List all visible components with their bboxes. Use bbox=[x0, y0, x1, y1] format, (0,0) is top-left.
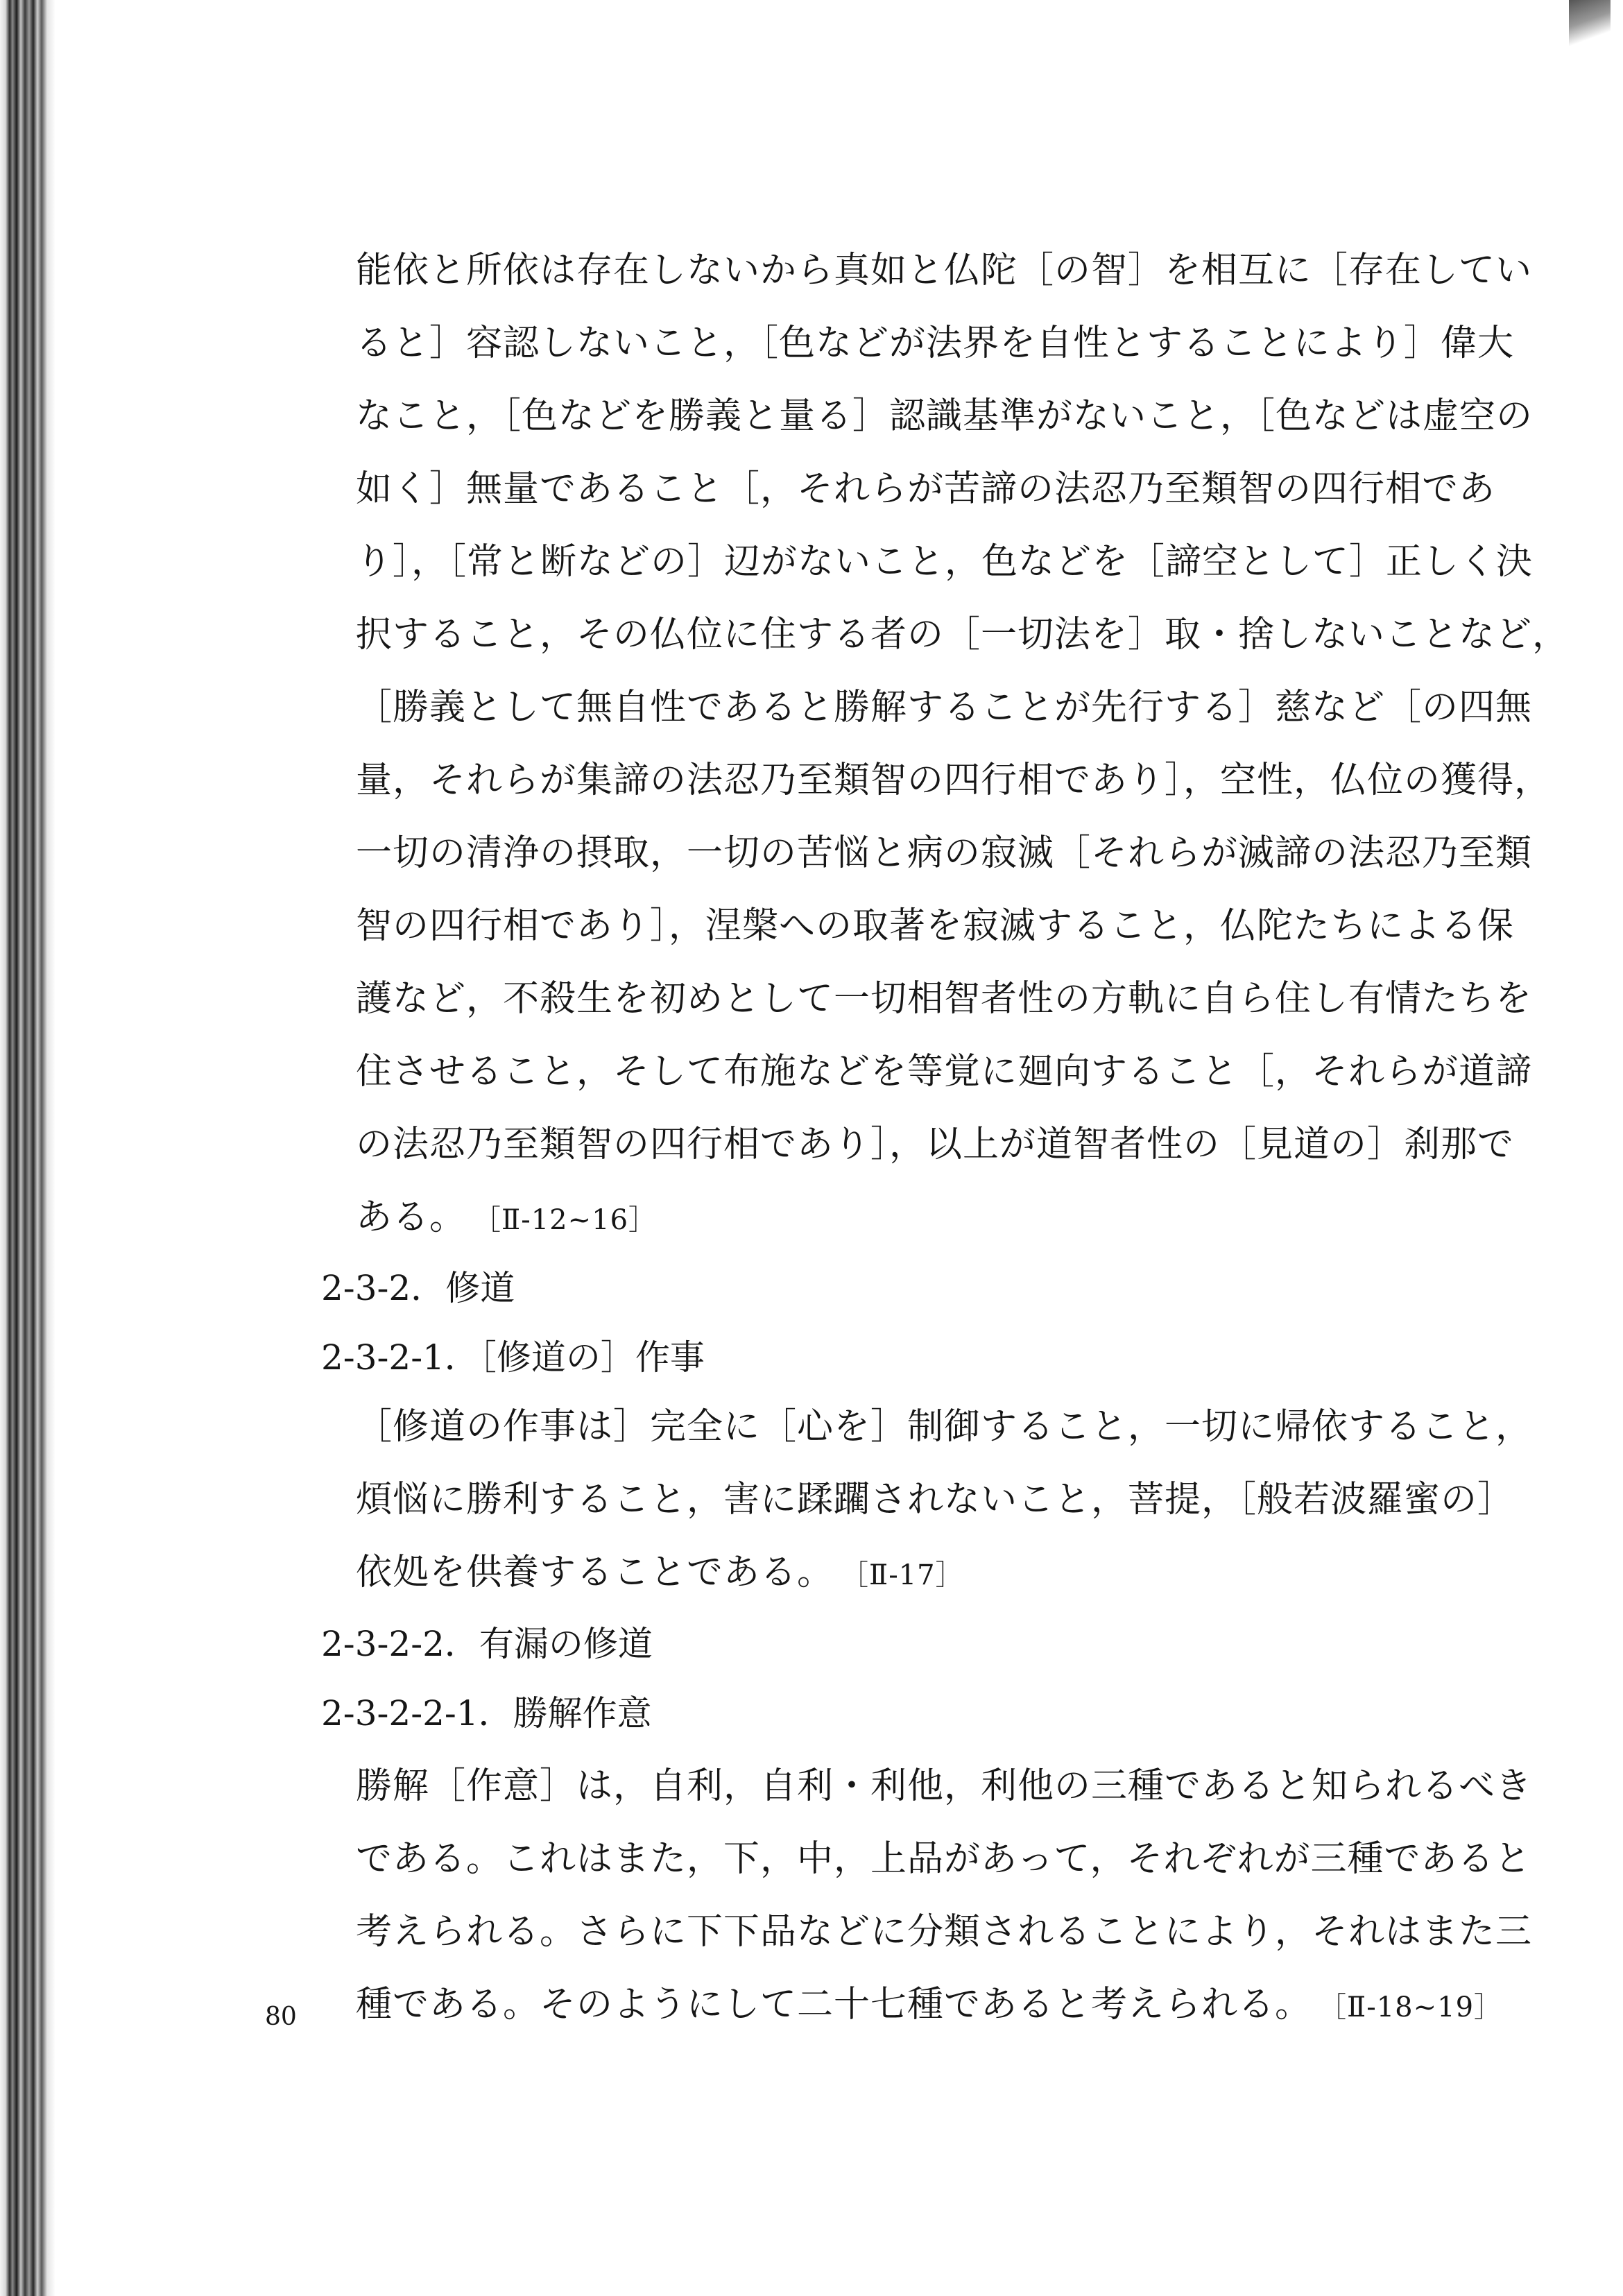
paragraph-line: 煩悩に勝利すること，害に蹂躙されないこと，菩提，［般若波羅蜜の］ bbox=[356, 1479, 1515, 1520]
section-heading: 2-3-2-2-1．勝解作意 bbox=[321, 1693, 652, 1733]
paragraph-text: 種である。そのようにして二十七種であると考えられる。 bbox=[356, 1984, 1312, 2025]
verse-reference: ［Ⅱ-17］ bbox=[855, 1559, 964, 1591]
paragraph-text: 依処を供養することである。 bbox=[356, 1552, 834, 1593]
paragraph-text: ある。 bbox=[356, 1197, 467, 1238]
verse-reference: ［Ⅱ-12~16］ bbox=[487, 1204, 658, 1236]
paragraph-line: ［修道の作事は］完全に［心を］制御すること，一切に帰依すること， bbox=[356, 1406, 1533, 1448]
paragraph-line: 能依と所依は存在しないから真如と仏陀［の智］を相互に［存在してい bbox=[356, 250, 1533, 291]
paragraph-line-last bbox=[356, 1193, 657, 1244]
section-heading: 2-3-2-1．［修道の］作事 bbox=[321, 1337, 705, 1378]
scan-binding-edge bbox=[0, 0, 55, 2296]
paragraph-line: 護など，不殺生を初めとして一切相智者性の方軌に自ら住し有情たちを bbox=[356, 978, 1533, 1020]
paragraph-line: 如く］無量であること［，それらが苦諦の法忍乃至類智の四行相であ bbox=[356, 468, 1496, 510]
paragraph-line: である。これはまた，下，中，上品があって，それぞれが三種であると bbox=[356, 1838, 1531, 1880]
paragraph-line: 量，それらが集諦の法忍乃至類智の四行相であり］，空性，仏位の獲得， bbox=[356, 760, 1552, 801]
section-heading: 2-3-2-2．有漏の修道 bbox=[321, 1624, 653, 1664]
section-heading: 2-3-2．修道 bbox=[321, 1268, 515, 1308]
paragraph-line: なこと，［色などを勝義と量る］認識基準がないこと，［色などは虚空の bbox=[356, 395, 1534, 437]
paragraph-line: 智の四行相であり］，涅槃への取著を寂滅すること，仏陀たちによる保 bbox=[356, 905, 1515, 947]
paragraph-line: ると］容認しないこと，［色などが法界を自性とすることにより］偉大 bbox=[356, 323, 1515, 364]
paragraph-line: り］，［常と断などの］辺がないこと，色などを［諦空として］正しく決 bbox=[356, 541, 1534, 583]
paragraph-line: 勝解［作意］は，自利，自利・利他，利他の三種であると知られるべき bbox=[356, 1765, 1533, 1807]
paragraph-line-last bbox=[356, 1548, 964, 1600]
verse-reference: ［Ⅱ-18~19］ bbox=[1332, 1991, 1503, 2023]
paragraph-line: 一切の清浄の摂取，一切の苦悩と病の寂滅［それらが滅諦の法忍乃至類 bbox=[356, 832, 1533, 874]
page-number: 80 bbox=[265, 2003, 297, 2031]
scan-corner-mark bbox=[1569, 0, 1611, 62]
paragraph-line: 択すること，その仏位に住する者の［一切法を］取・捨しないことなど， bbox=[356, 614, 1570, 656]
paragraph-line: 考えられる。さらに下下品などに分類されることにより，それはまた三 bbox=[356, 1911, 1533, 1953]
paragraph-line: ［勝義として無自性であると勝解することが先行する］慈など［の四無 bbox=[356, 687, 1533, 728]
paragraph-line-last bbox=[356, 1980, 1502, 2032]
paragraph-line: の法忍乃至類智の四行相であり］，以上が道智者性の［見道の］刹那で bbox=[356, 1124, 1515, 1165]
paragraph-line: 住させること，そして布施などを等覚に廻向すること［，それらが道諦 bbox=[356, 1051, 1533, 1093]
